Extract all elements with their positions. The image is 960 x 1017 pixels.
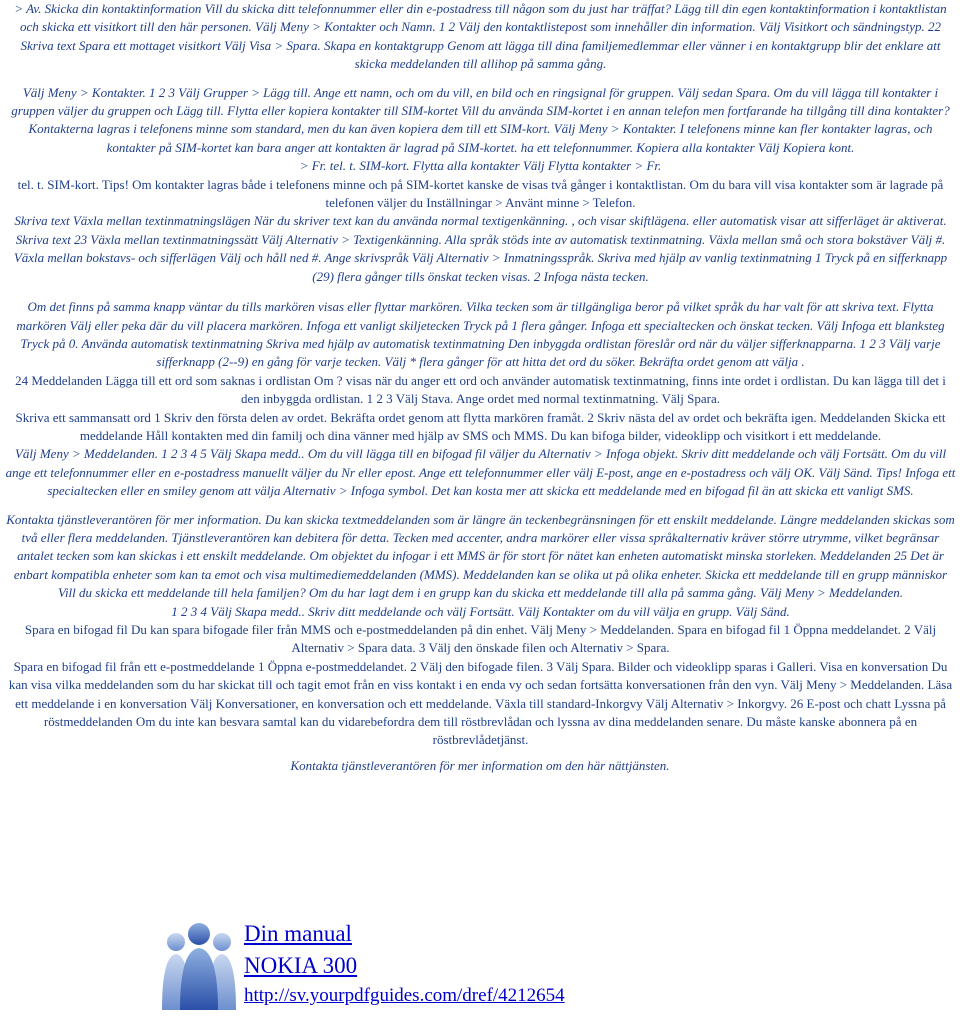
people-group-logo xyxy=(158,920,242,1012)
text-paragraph: Skriva text Växla mellan textinmatningslägen När du skriver text kan du använda normal textigenkänning. , och visar skiftlägena. eller automatisk visar att sifferläget är aktiverat. Skriva text 23 Växla mellan textinmatningssätt Välj Alternativ > Textigenkänning. Alla språk stöds inte av automatisk textinmatning. Växla mellan små och stora bokstäver Välj #. Växla mellan bokstavs- och sifferlägen Välj och håll ned #. Ange skrivspråk Välj Alternativ > Inmatningsspråk. Skriva med hjälp av vanlig textinmatning 1 Tryck på en sifferknapp (29) flera gånger tills önskat tecken visas. 2 Infoga nästa tecken. xyxy=(13,213,948,284)
source-url-link[interactable]: http://sv.yourpdfguides.com/dref/4212654 xyxy=(244,985,565,1006)
text-paragraph: Skriva ett sammansatt ord 1 Skriv den första delen av ordet. Bekräfta ordet genom att flytta markören framåt. 2 Skriv nästa del av ordet och bekräfta igen. Meddelanden Skicka ett meddelande Håll kontakten med din familj och dina vänner med hjälp av SMS och MMS. Du kan bifoga bilder, videoklipp och visitkort i ett meddelande. xyxy=(15,409,946,443)
footer xyxy=(158,914,618,1014)
text-paragraph: Välj Meny > Kontakter. 1 2 3 Välj Grupper > Lägg till. Ange ett namn, och om du vill, en bild och en ringsignal för gruppen. Välj sedan Spara. Om du vill lägga till kontakter i gruppen väljer du gruppen och Lägg till. Flytta eller kopiera kontakter till SIM-kortet Vill du använda SIM-kortet i en annan telefon men fortfarande ha tillgång till dina kontakter? Kontakterna lagras i telefonens minne som standard, men du kan även kopiera dem till ett SIM-kort. Välj Meny > Kontakter. I telefonens minne kan fler kontakter lagras, och kontakter på SIM-kortet kan bara anger att kontakten är lagrad på SIM-kortet. ha ett telefonnummer. Kopiera alla kontakter Välj Kopiera kont. xyxy=(11,84,950,155)
text-paragraph: > Fr. tel. t. SIM-kort. Flytta alla kontakter Välj Flytta kontakter > Fr. xyxy=(299,158,662,174)
text-paragraph: > Av. Skicka din kontaktinformation Vill du skicka ditt telefonnummer eller din e-postadress till någon som du just har träffat? Lägg till din egen kontaktinformation i kontaktlistan och skicka ett visitkort till den här personen. Välj Meny > Kontakter och Namn. 1 2 Välj den kontaktlistepost som innehåller din information. Välj Visitkort och sändningstyp. 22 Skriva text Spara ett mottaget visitkort Välj Visa > Spara. Skapa en kontaktgrupp Genom att lägga till dina familjemedlemmar eller vänner i en kontaktgrupp blir det enklare att skicka meddelanden till allihop på samma gång. xyxy=(14,1,947,72)
manual-title-link[interactable]: Din manual xyxy=(244,921,352,946)
text-paragraph: 1 2 3 4 Välj Skapa medd.. Skriv ditt meddelande och välj Fortsätt. Välj Kontakter om du vill välja en grupp. Välj Sänd. xyxy=(171,603,790,619)
text-paragraph: Spara en bifogad fil Du kan spara bifogade filer från MMS och e-postmeddelanden på din enhet. Välj Meny > Meddelanden. Spara en bifogad fil 1 Öppna meddelandet. 2 Välj Alternativ > Spara data. 3 Välj den önskade filen och Alternativ > Spara. xyxy=(24,622,937,656)
product-name-link[interactable]: NOKIA 300 xyxy=(244,953,358,978)
text-paragraph: Kontakta tjänstleverantören för mer information. Du kan skicka textmeddelanden som är längre än teckenbegränsningen för ett enskilt meddelande. Längre meddelanden skickas som två eller flera meddelanden. Tjänstleverantören kan debitera för detta. Tecken med accenter, andra markörer eller vissa språkalternativ kräver större utrymme, vilket begränsar antalet tecken som kan skickas i ett enskilt meddelande. Om objektet du infogar i ett MMS är för stort för nätet kan enheten automatiskt minska storleken. Meddelanden 25 Det är enbart kompatibla enheter som kan ta emot och visa multimediemeddelanden (MMS). Meddelanden kan se olika ut på olika enheter. Skicka ett meddelande till en grupp människor Vill du skicka ett meddelande till hela familjen? Om du har lagt dem i en grupp kan du skicka ett meddelande till alla på samma gång. Välj Meny > Meddelanden. xyxy=(6,511,955,601)
text-paragraph: Välj Meny > Meddelanden. 1 2 3 4 5 Välj Skapa medd.. Om du vill lägga till en bifogad fil väljer du Alternativ > Infoga objekt. Skriv ditt meddelande och välj Fortsätt. Om du vill ange ett telefonnummer eller en e-postadress manuellt väljer du Nr eller epost. Ange ett telefonnummer eller välj E-post, ange en e-postadress och välj OK. Välj Sänd. Tips! Infoga ett specialtecken eller en smiley genom att välja Alternativ > Infoga symbol. Det kan kosta mer att skicka ett meddelande med en bifogad fil än att skicka ett vanligt SMS. xyxy=(5,446,956,499)
text-paragraph: tel. t. SIM-kort. Tips! Om kontakter lagras både i telefonens minne och på SIM-kortet kanske de visas två gånger i kontaktlistan. Om du bara vill visa kontakter som är lagrade på telefonen väljer du Inställningar > Använt minne > Telefon. xyxy=(17,176,944,211)
text-paragraph: Om det finns på samma knapp väntar du tills markören visas eller flyttar markören. Vilka tecken som är tillgängliga beror på vilket språk du har valt för att skriva text. Flytta markören Välj eller peka där du vill placera markören. Infoga ett vanligt skiljetecken Tryck på 1 flera gånger. Infoga ett specialtecken och önskat tecken. Välj Infoga ett blanksteg Tryck på 0. Använda automatisk textinmatning Skriva med hjälp av automatisk textinmatning Den inbyggda ordlistan föreslår ord när du väljer sifferknapparna. 1 2 3 Välj varje sifferknapp (2--9) en gång för varje tecken. Välj * flera gånger för att hitta det ord du söker. Bekräfta ordet genom att välja . xyxy=(16,299,945,370)
text-paragraph: 24 Meddelanden Lägga till ett ord som saknas i ordlistan Om ? visas när du anger ett ord och använder automatisk textinmatning, finns inte ordet i ordlistan. Du kan lägga till det i den inbyggda ordlistan. 1 2 3 Välj Stava. Ange ordet med normal textinmatning. Välj Spara. xyxy=(15,372,946,407)
text-paragraph: Spara en bifogad fil från ett e-postmeddelande 1 Öppna e-postmeddelandet. 2 Välj den bifogade filen. 3 Välj Spara. Bilder och videoklipp sparas i Galleri. Visa en konversation Du kan visa vilka meddelanden som du har skickat till och tagit emot från en viss kontakt i en enda vy och sedan fortsätta konversationen från den vyn. Välj Meny > Meddelanden. Läsa ett meddelande i en konversation Välj Konversationer, en konversation och ett meddelande. Växla till standard-Inkorgvy Välj Alternativ > Inkorgvy. 26 E-post och chatt Lyssna på röstmeddelanden Om du inte kan besvara samtal kan du vidarebefordra dem till röstbrevlådan och lyssna av dina meddelanden senare. Du måste kanske abonnera på en röstbrevlådetjänst. xyxy=(8,658,953,748)
promo-line: Kontakta tjänstleverantören för mer information om den här nättjänsten. xyxy=(290,757,670,773)
